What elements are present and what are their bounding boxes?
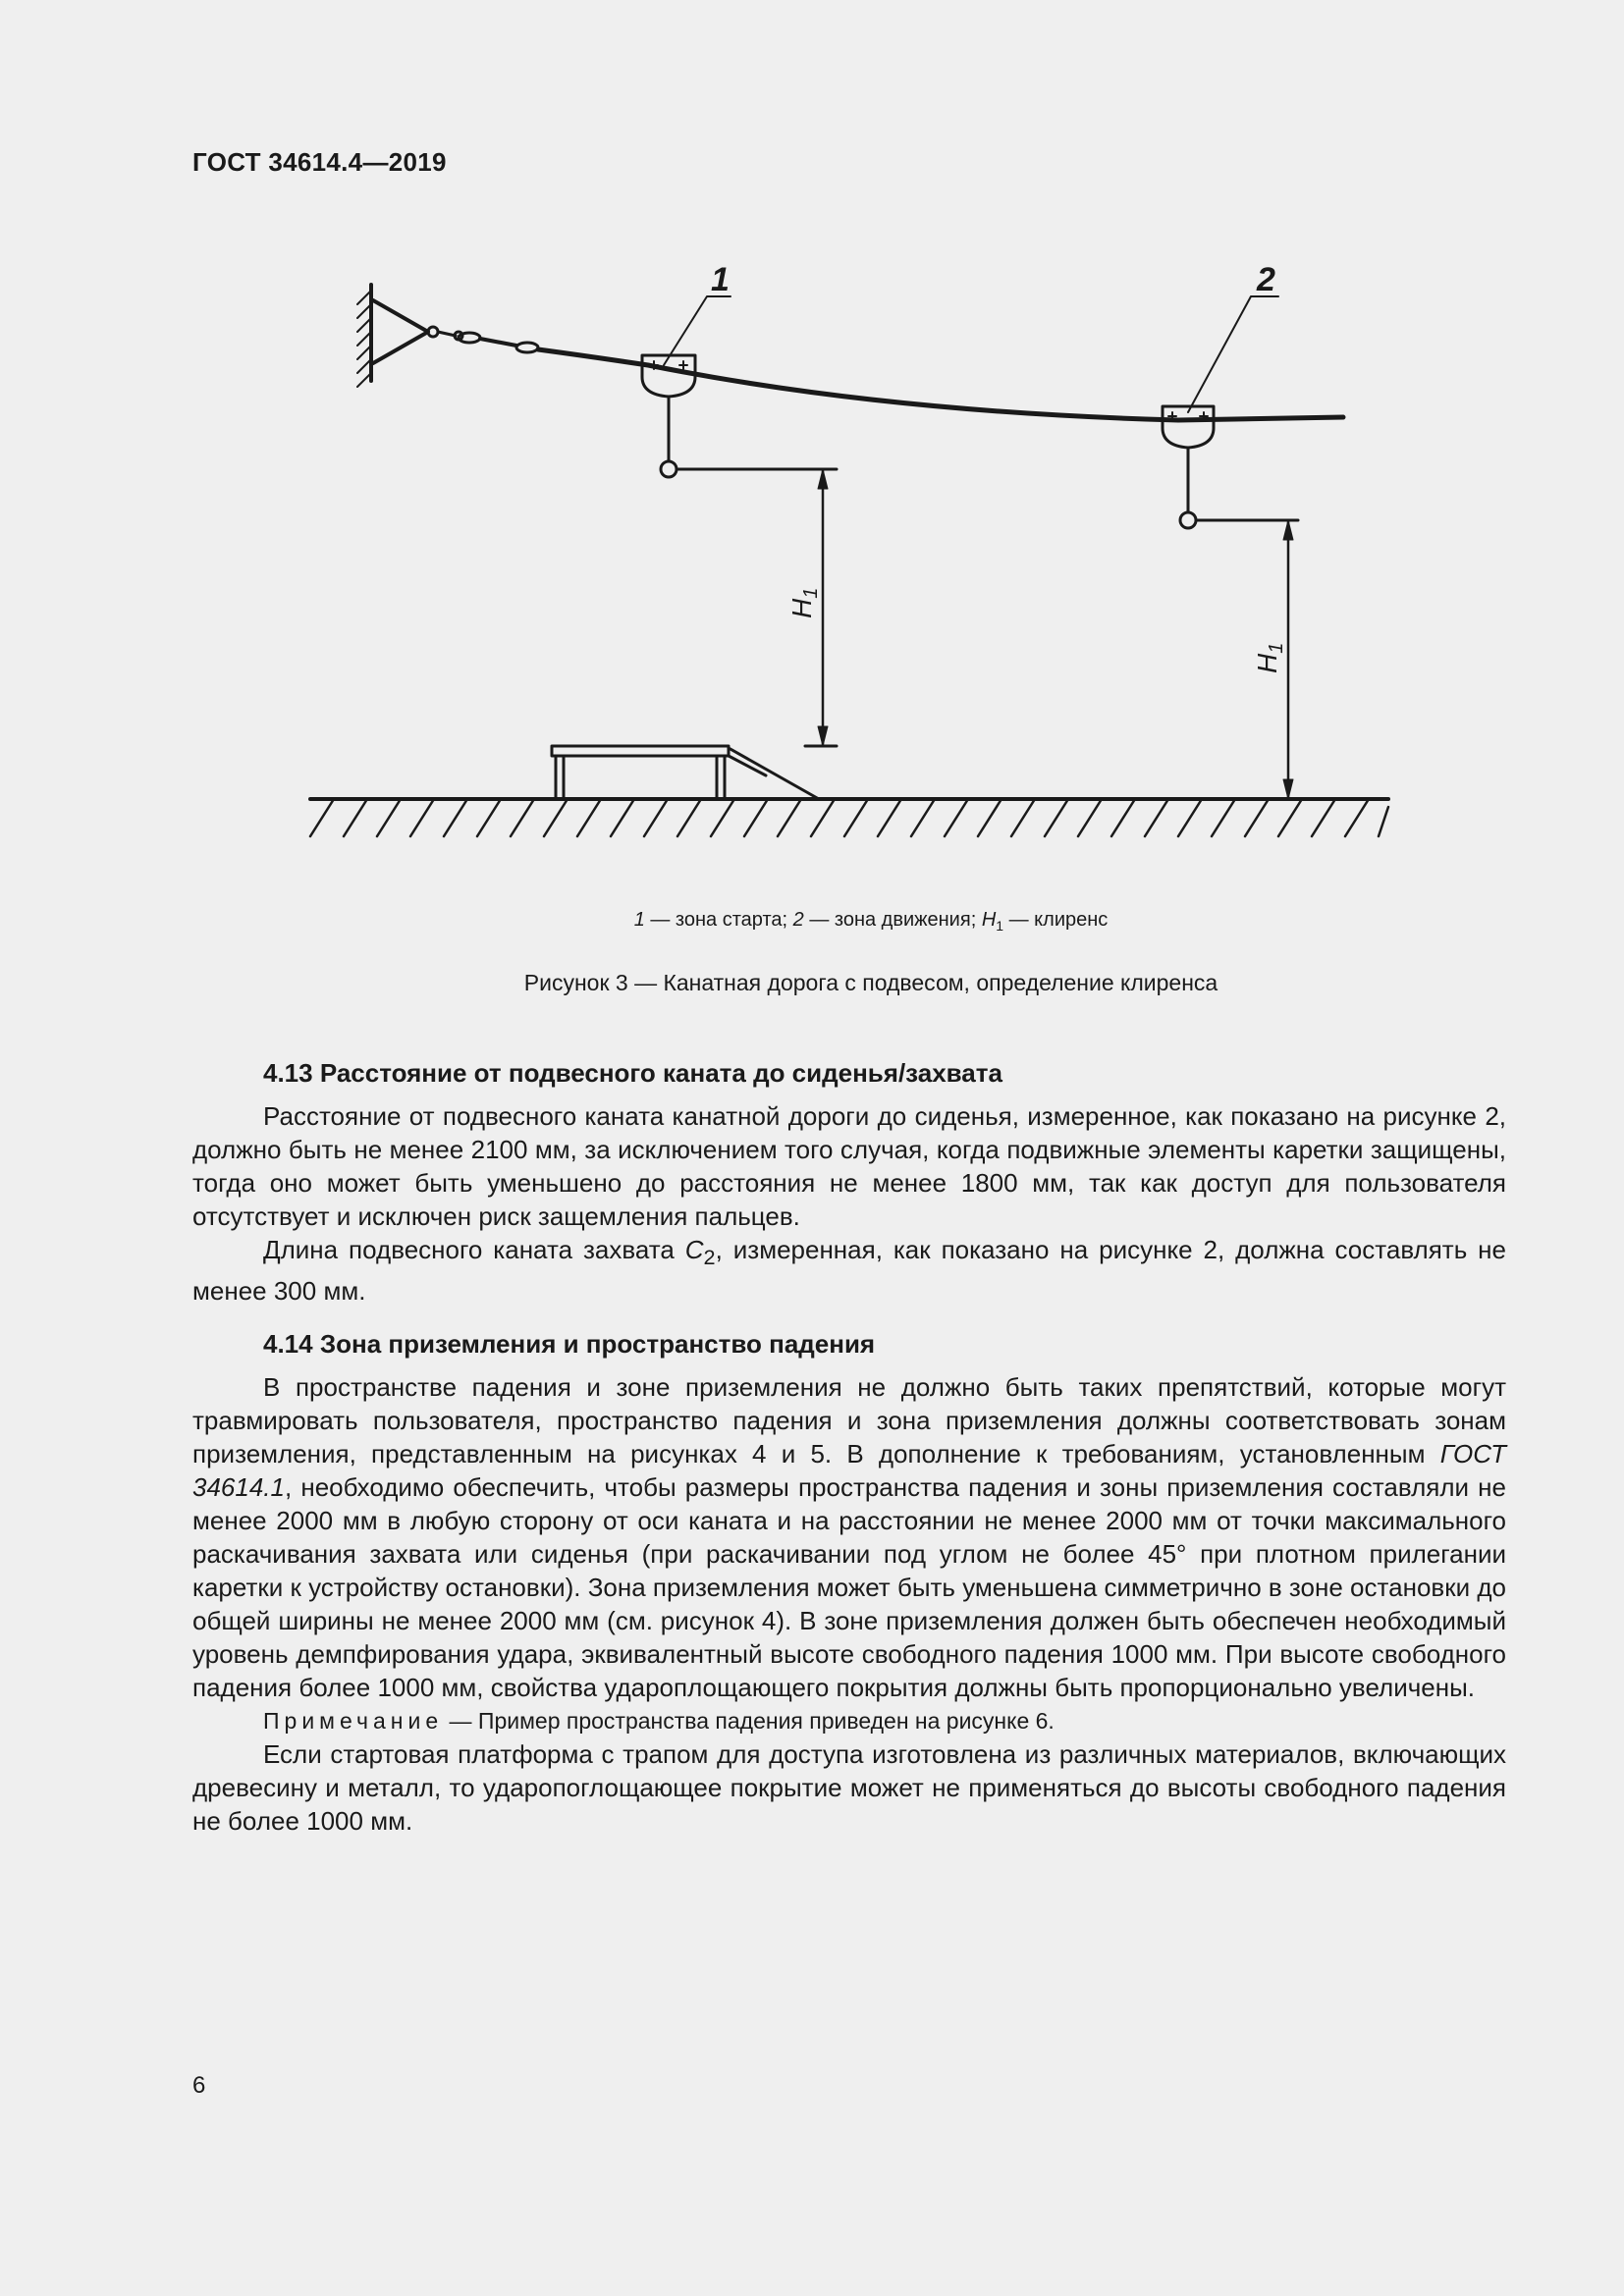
- figure-legend: 1 — зона старта; 2 — зона движения; $H_1$ — клиренс: [633, 909, 1109, 934]
- section-4-14-paragraph-2: Если стартовая платформа с трапом для доступа изготовлена из различных материалов, включающих древесину и металл, то ударопоглощающее покрытие может не применяться до высоты свободного падения не более 1000 мм.: [192, 1739, 1506, 1837]
- section-4-14-heading: 4.14 Зона приземления и пространство падения: [263, 1329, 876, 1360]
- figure-label-2: 2: [1257, 261, 1275, 298]
- anchor-triangle: [373, 300, 428, 363]
- section-4-14-paragraph-1: В пространстве падения и зоне приземления не должно быть таких препятствий, которые могут травмировать пользователя, пространство падения и зона приземления должны соответствовать зонам приземления, представленным на рисунках 4 и 5. В дополнение к требованиям, установленным ГОСТ 34614.1, необходимо обеспечить, чтобы размеры пространства падения и зоны приземления составляли не менее 2000 мм в любую сторону от оси каната и на расстоянии не менее 2000 мм от точки максимального раскачивания захвата или сиденья (при раскачивании под углом не более 45° при плотном прилегании каретки к устройству остановки). Зона приземления может быть уменьшена симметрично в зоне остановки до общей ширины не менее 2000 мм (см. рисунок 4). В зоне приземления должен быть обеспечен необходимый уровень демпфирования удара, эквивалентный высоте свободного падения 1000 мм. При высоте свободного падения более 1000 мм, свойства удароплощающего покрытия должны быть пропорционально увеличены.: [192, 1372, 1506, 1703]
- section-4-13-heading: 4.13 Расстояние от подвесного каната до сиденья/захвата: [263, 1058, 1002, 1088]
- ground-hatching: [310, 799, 1388, 836]
- dimension-label-h1-left: $H_1$: [786, 587, 822, 618]
- note: Примечание — Пример пространства падения приведен на рисунке 6.: [263, 1708, 1055, 1735]
- standard-reference: ГОСТ 34614.1: [192, 1439, 1506, 1503]
- cable: [538, 349, 1343, 420]
- document-header: ГОСТ 34614.4—2019: [192, 147, 447, 177]
- start-platform: [552, 746, 819, 799]
- label-2-leader: [1188, 296, 1278, 412]
- page-number: 6: [192, 2072, 206, 2099]
- document-body: [192, 1056, 1506, 1838]
- cableway-figure: [0, 0, 1624, 883]
- section-4-13-paragraph-1: Расстояние от подвесного каната канатной дороги до сиденья, измеренное, как показано на рисунке 2, должно быть не менее 2100 мм, за исключением того случая, когда подвижные элементы каретки защищены, тогда оно может быть уменьшено до расстояния не менее 1800 мм, так как доступ для пользователя отсутствует и исключен риск защемления пальцев.: [192, 1101, 1506, 1231]
- figure-label-1: 1: [711, 261, 730, 298]
- wall-hatching: [357, 291, 371, 387]
- section-4-13-paragraph-2: Длина подвесного каната захвата $C_2$, измеренная, как показано на рисунке 2, должна составлять не менее 300 мм.: [192, 1235, 1507, 1307]
- dimension-label-h1-right: $H_1$: [1252, 642, 1287, 673]
- carriage-2: [1163, 406, 1214, 528]
- figure-caption: Рисунок 3 — Канатная дорога с подвесом, определение клиренса: [523, 970, 1218, 995]
